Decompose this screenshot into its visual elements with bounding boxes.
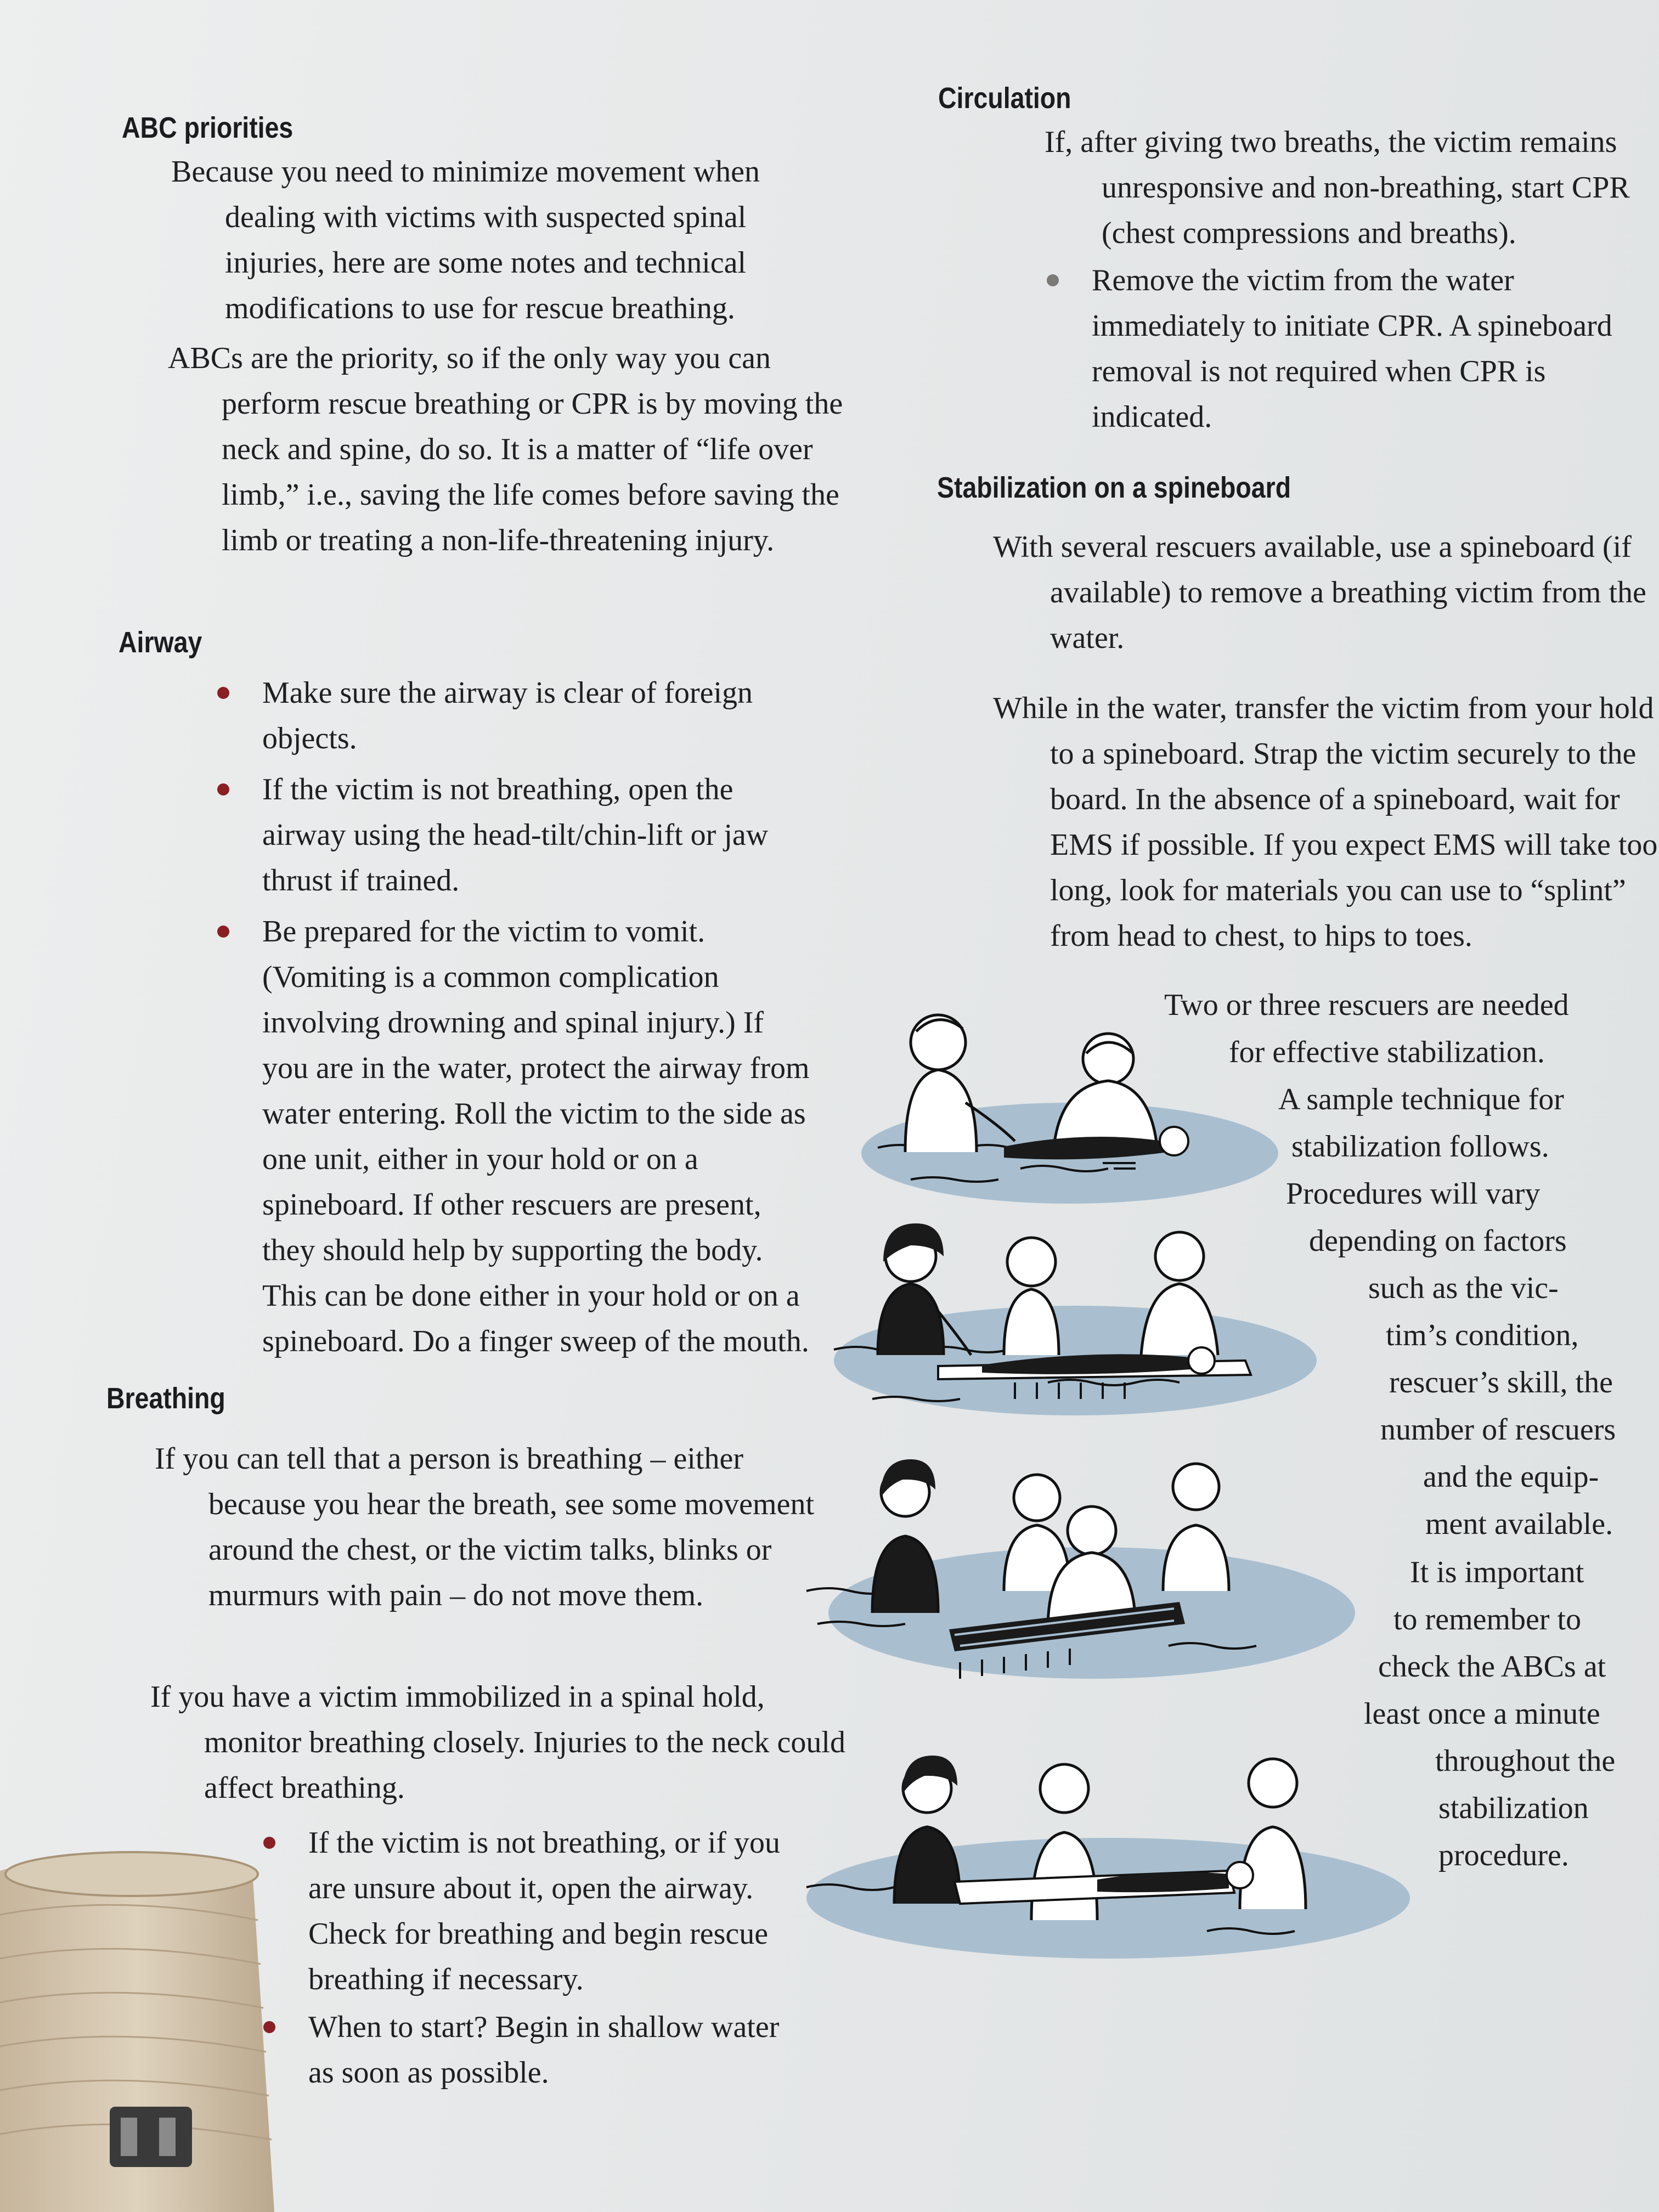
side-text-line: stabilization follows. — [1291, 1130, 1549, 1164]
breathing-heading: Breathing — [106, 1382, 225, 1415]
breathing-item: When to start? Begin in shallow water as soon as possible. — [308, 2005, 802, 2096]
stabilization-paragraph-1: With several rescuers available, use a spineboard (if available) to remove a breathing victim from the water. — [993, 530, 1646, 655]
breathing-list — [308, 1820, 802, 2096]
abc-priorities-heading: ABC priorities — [122, 111, 294, 144]
breathing-paragraph-2: If you have a victim immobilized in a spinal hold, monitor breathing closely. Injuries to the neck could affect breathing. — [150, 1680, 845, 1805]
bullet-icon — [217, 783, 229, 795]
stabilization-paragraph-2: While in the water, transfer the victim from your hold to a spineboard. Strap the victim securely to the board. In the absence of a spineboard, wait for EMS if possible. If you expect EMS will take too long, look for materials you can use to “splint” from head to chest, to hips to toes. — [993, 691, 1658, 953]
breathing-paragraph-1: If you can tell that a person is breathing – either because you hear the breath, see some movement around the chest, or the victim talks, blinks or murmurs with pain – do not move them. — [155, 1442, 815, 1612]
side-text-line: Procedures will vary — [1286, 1177, 1541, 1211]
side-text-line: throughout the — [1435, 1744, 1616, 1778]
airway-item: If the victim is not breathing, open the airway using the head-tilt/chin-lift or jaw thrust if trained. — [262, 767, 811, 904]
side-text-line: It is important — [1410, 1555, 1584, 1589]
bullet-icon — [217, 687, 229, 699]
airway-heading: Airway — [119, 626, 202, 659]
side-text-line: ment available. — [1425, 1507, 1613, 1541]
bullet-icon — [217, 926, 229, 938]
side-text-line: to remember to — [1393, 1602, 1582, 1637]
airway-item: Be prepared for the victim to vomit. (Vomiting is a common complication involving drowning and spinal injury.) If you are in the water, protect the airway from water entering. Roll the victim to the side as one unit, either in your hold or on a spineboard. If other rescuers are present, they should help by supporting the body. This can be done either in your hold or on a spineboard. Do a finger sweep of the mouth. — [262, 909, 811, 1364]
rescue-illustration-4 — [790, 1745, 1415, 1975]
rescue-illustration-2 — [817, 1218, 1328, 1426]
abc-paragraph-1: Because you need to minimize movement when dealing with victims with suspected spinal injuries, here are some notes and technical modifications to use for rescue breathing. — [171, 155, 760, 325]
side-text-line: tim’s condition, — [1386, 1318, 1579, 1352]
circulation-heading: Circulation — [938, 82, 1071, 115]
airway-item: Make sure the airway is clear of foreign objects. — [262, 670, 811, 761]
side-text-line: for effective stabilization. — [1229, 1035, 1545, 1069]
abc-paragraph-2: ABCs are the priority, so if the only way you can perform rescue breathing or CPR is by moving the neck and spine, do so. It is a matter of “life over limb,” i.e., saving the life comes before saving the limb or treating a non-life-threatening injury. — [168, 341, 843, 557]
side-text-line: procedure. — [1438, 1838, 1569, 1872]
side-text-line: stabilization — [1438, 1791, 1589, 1825]
rescue-illustration-3 — [785, 1448, 1361, 1701]
airway-list — [262, 670, 811, 1364]
bandage-clip-icon — [110, 2107, 192, 2167]
rescue-illustration-1 — [856, 1004, 1284, 1212]
bullet-icon — [263, 1837, 275, 1849]
side-text-line: Two or three rescuers are needed — [1164, 988, 1569, 1022]
side-text-line: depending on factors — [1309, 1224, 1567, 1258]
bullet-icon — [1047, 274, 1059, 286]
breathing-item: If the victim is not breathing, or if you are unsure about it, open the airway. Check for breathing and begin rescue breathing if necessary. — [308, 1820, 802, 2002]
side-text-line: check the ABCs at — [1378, 1650, 1606, 1684]
bandage-roll-image — [0, 1849, 274, 2212]
circulation-item: Remove the victim from the water immediately to initiate CPR. A spineboard removal is not required when CPR is indicated. — [1092, 258, 1618, 440]
side-text-line: number of rescuers — [1380, 1413, 1616, 1447]
stabilization-heading: Stabilization on a spineboard — [937, 471, 1291, 504]
side-text-line: rescuer’s skill, the — [1389, 1365, 1613, 1400]
side-text-line: A sample technique for — [1278, 1082, 1564, 1116]
side-text-line: and the equip- — [1423, 1460, 1599, 1494]
circulation-paragraph: If, after giving two breaths, the victim remains unresponsive and non-breathing, start CPR (chest compressions and breaths). — [1045, 125, 1630, 250]
side-text-line: least once a minute — [1364, 1697, 1600, 1731]
side-text-line: such as the vic- — [1368, 1271, 1559, 1305]
circulation-list — [1092, 258, 1618, 440]
